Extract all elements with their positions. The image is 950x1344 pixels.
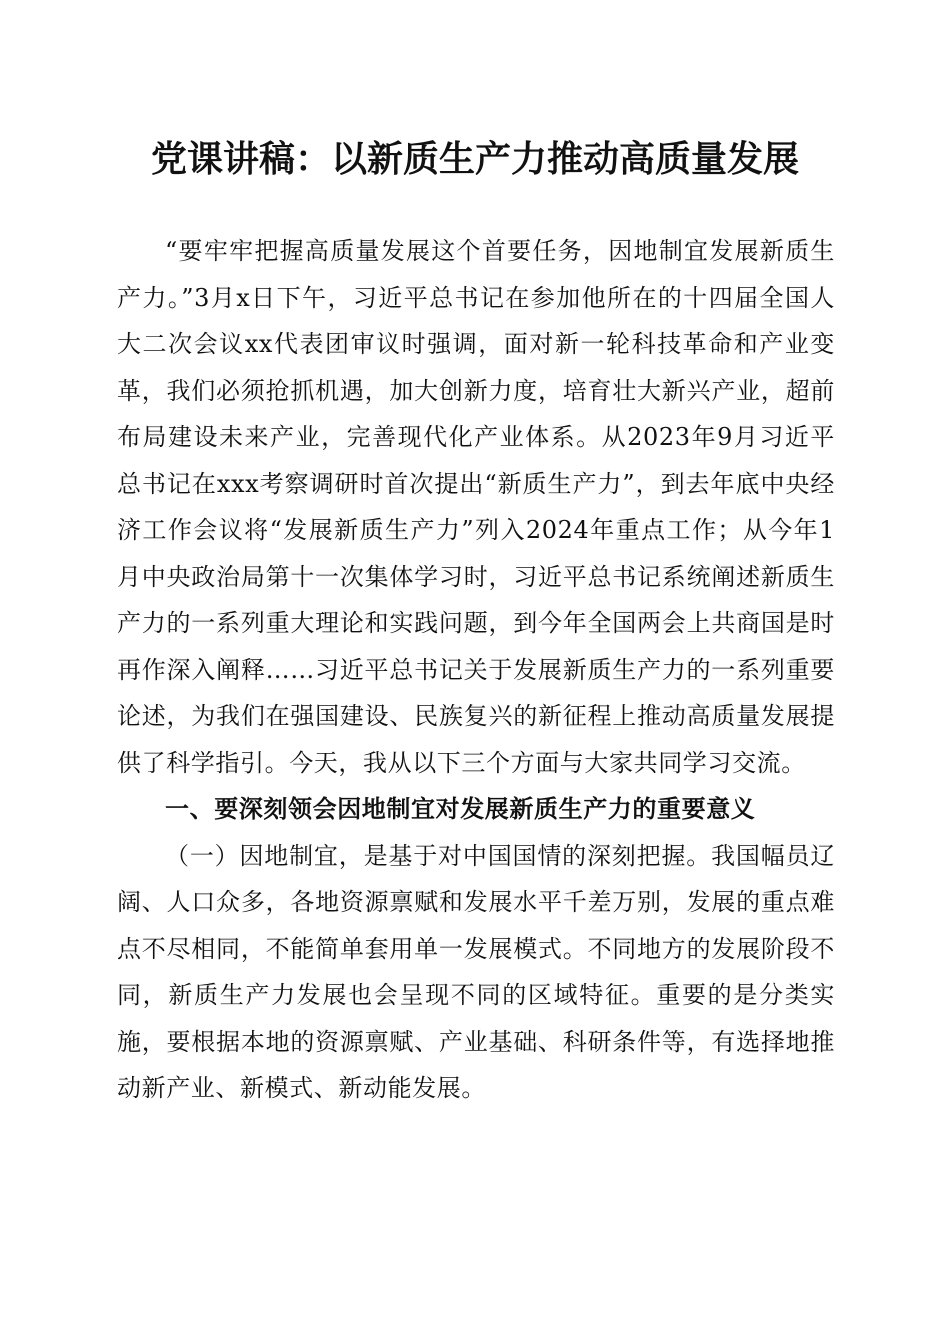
document-body xyxy=(117,228,835,1112)
document-title: 党课讲稿：以新质生产力推动高质量发展 xyxy=(150,139,799,180)
intro-paragraph: “要牢牢把握高质量发展这个首要任务，因地制宜发展新质生产力。”3月x日下午，习近平总书记在参加他所在的十四届全国人大二次会议xx代表团审议时强调，面对新一轮科技革命和产业变革，我们必须抢抓机遇，加大创新力度，培育壮大新兴产业，超前布局建设未来产业，完善现代化产业体系。从2023年9月习近平总书记在xxx考察调研时首次提出“新质生产力”，到去年底中央经济工作会议将“发展新质生产力”列入2024年重点工作；从今年1月中央政治局第十一次集体学习时，习近平总书记系统阐述新质生产力的一系列重大理论和实践问题，到今年全国两会上共商国是时再作深入阐释……习近平总书记关于发展新质生产力的一系列重要论述，为我们在强国建设、民族复兴的新征程上推动高质量发展提供了科学指引。今天，我从以下三个方面与大家共同学习交流。 xyxy=(117,237,835,777)
section-heading-1: 一、要深刻领会因地制宜对发展新质生产力的重要意义 xyxy=(165,795,756,823)
subsection-paragraph-1: （一）因地制宜，是基于对中国国情的深刻把握。我国幅员辽阔、人口众多，各地资源禀赋和发展水平千差万别，发展的重点难点不尽相同，不能简单套用单一发展模式。不同地方的发展阶段不同，新质生产力发展也会呈现不同的区域特征。重要的是分类实施，要根据本地的资源禀赋、产业基础、科研条件等，有选择地推动新产业、新模式、新动能发展。 xyxy=(117,841,835,1102)
